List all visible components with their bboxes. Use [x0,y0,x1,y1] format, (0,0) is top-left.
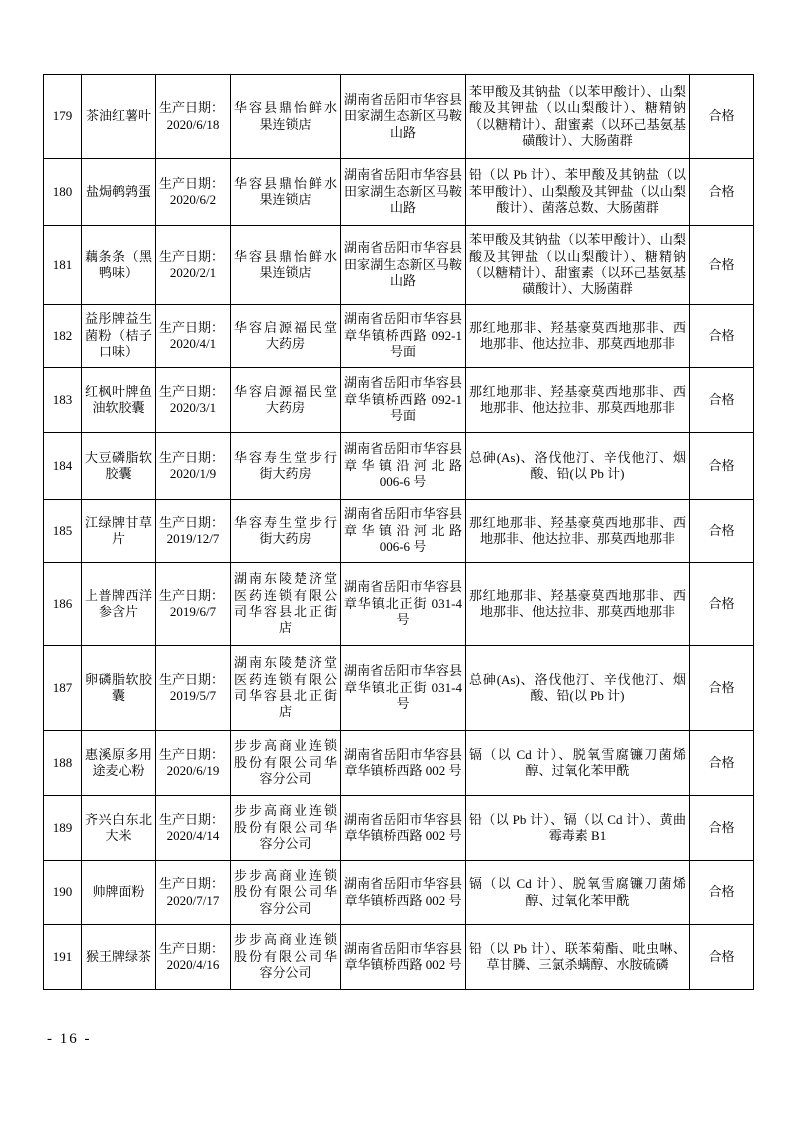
cell-production-date [156,563,231,646]
cell-result: 合格 [690,159,754,226]
cell-seller-name: 步步高商业连锁股份有限公司华容分公司 [231,731,341,796]
cell-test-items: 那红地那非、羟基豪莫西地那非、西地那非、他达拉非、那莫西地那非 [466,500,690,563]
cell-result: 合格 [690,500,754,563]
cell-sequence-number: 187 [44,646,82,731]
cell-seller-name: 湖南东陵楚济堂医药连锁有限公司华容县北正街店 [231,646,341,731]
cell-result: 合格 [690,563,754,646]
cell-seller-name: 华容县鼎怡鲜水果连锁店 [231,159,341,226]
production-date-value: 2020/4/14 [166,828,220,843]
production-date-label: 生产日期： [159,811,225,827]
table-row [44,159,754,226]
cell-test-items: 总砷(As)、洛伐他汀、辛伐他汀、烟酸、铅(以 Pb 计) [466,646,690,731]
cell-product-name: 上普牌西洋参含片 [82,563,156,646]
cell-product-name: 盐焗鹌鹑蛋 [82,159,156,226]
cell-sequence-number: 184 [44,433,82,500]
cell-seller-name: 湖南东陵楚济堂医药连锁有限公司华容县北正街店 [231,563,341,646]
production-date-value: 2020/1/9 [169,466,217,481]
cell-result: 合格 [690,646,754,731]
production-date-label: 生产日期： [159,100,225,116]
cell-sequence-number: 179 [44,75,82,159]
cell-production-date [156,159,231,226]
cell-seller-name: 步步高商业连锁股份有限公司华容分公司 [231,925,341,990]
cell-seller-address: 湖南省岳阳市华容县章华镇桥西路 092-1 号面 [341,305,466,368]
cell-sequence-number: 185 [44,500,82,563]
cell-test-items: 铅（以 Pb 计）、镉（以 Cd 计）、黄曲霉毒素 B1 [466,796,690,861]
cell-test-items: 铅（以 Pb 计）、苯甲酸及其钠盐（以苯甲酸计）、山梨酸及其钾盐（以山梨酸计）、菌落总数、大肠菌群 [466,159,690,226]
cell-test-items: 铅（以 Pb 计）、联苯菊酯、吡虫啉、草甘膦、三氯杀螨醇、水胺硫磷 [466,925,690,990]
cell-seller-name: 华容县鼎怡鲜水果连锁店 [231,226,341,305]
table-row [44,368,754,433]
production-date-value: 2020/6/19 [166,763,220,778]
cell-product-name: 红枫叶牌鱼油软胶囊 [82,368,156,433]
inspection-results-table [43,74,754,990]
table-row [44,305,754,368]
production-date-label: 生产日期： [159,746,225,762]
cell-seller-address: 湖南省岳阳市华容县章华镇沿河北路 006-6 号 [341,500,466,563]
cell-product-name: 大豆磷脂软胶囊 [82,433,156,500]
cell-sequence-number: 180 [44,159,82,226]
production-date-value: 2020/6/2 [169,192,217,207]
cell-result: 合格 [690,433,754,500]
cell-result: 合格 [690,226,754,305]
cell-test-items: 苯甲酸及其钠盐（以苯甲酸计）、山梨酸及其钾盐（以山梨酸计）、糖精钠（以糖精计）、甜蜜素（以环己基氨基磺酸计）、大肠菌群 [466,75,690,159]
table-row [44,796,754,861]
cell-result: 合格 [690,305,754,368]
cell-production-date [156,925,231,990]
cell-result: 合格 [690,861,754,925]
production-date-value: 2020/2/1 [169,265,217,280]
cell-sequence-number: 190 [44,861,82,925]
cell-test-items: 那红地那非、羟基豪莫西地那非、西地那非、他达拉非、那莫西地那非 [466,563,690,646]
production-date-label: 生产日期： [159,671,225,687]
production-date-label: 生产日期： [159,175,225,191]
production-date-label: 生产日期： [159,248,225,264]
cell-product-name: 茶油红薯叶 [82,75,156,159]
cell-seller-address: 湖南省岳阳市华容县田家湖生态新区马鞍山路 [341,159,466,226]
cell-test-items: 那红地那非、羟基豪莫西地那非、西地那非、他达拉非、那莫西地那非 [466,368,690,433]
cell-production-date [156,796,231,861]
production-date-value: 2019/12/7 [166,531,220,546]
cell-seller-name: 华容寿生堂步行街大药房 [231,433,341,500]
cell-product-name: 藕条条（黑鸭味） [82,226,156,305]
cell-product-name: 猴王牌绿茶 [82,925,156,990]
cell-product-name: 江绿牌甘草片 [82,500,156,563]
production-date-value: 2020/4/1 [169,336,217,351]
cell-test-items: 总砷(As)、洛伐他汀、辛伐他汀、烟酸、铅(以 Pb 计) [466,433,690,500]
cell-result: 合格 [690,731,754,796]
cell-sequence-number: 189 [44,796,82,861]
production-date-label: 生产日期： [159,514,225,530]
cell-seller-name: 华容寿生堂步行街大药房 [231,500,341,563]
cell-test-items: 苯甲酸及其钠盐（以苯甲酸计）、山梨酸及其钾盐（以山梨酸计）、糖精钠（以糖精计）、甜蜜素（以环己基氨基磺酸计）、大肠菌群 [466,226,690,305]
cell-seller-address: 湖南省岳阳市华容县章华镇桥西路 002 号 [341,731,466,796]
table-row [44,226,754,305]
cell-sequence-number: 183 [44,368,82,433]
table-row [44,731,754,796]
cell-seller-name: 步步高商业连锁股份有限公司华容分公司 [231,796,341,861]
production-date-value: 2020/3/1 [169,400,217,415]
production-date-label: 生产日期： [159,383,225,399]
production-date-value: 2020/4/16 [166,957,220,972]
cell-seller-address: 湖南省岳阳市华容县章华镇桥西路 002 号 [341,796,466,861]
production-date-value: 2020/7/17 [166,892,220,908]
cell-seller-address: 湖南省岳阳市华容县章华镇北正街 031-4 号 [341,646,466,731]
production-date-label: 生产日期： [159,876,225,892]
production-date-label: 生产日期： [159,319,225,335]
cell-sequence-number: 181 [44,226,82,305]
table-row [44,500,754,563]
cell-test-items: 镉（以 Cd 计）、脱氧雪腐镰刀菌烯醇、过氧化苯甲酰 [466,861,690,925]
production-date-value: 2020/6/18 [166,116,220,132]
cell-test-items: 那红地那非、羟基豪莫西地那非、西地那非、他达拉非、那莫西地那非 [466,305,690,368]
production-date-value: 2019/6/7 [169,604,217,619]
cell-seller-address: 湖南省岳阳市华容县章华镇桥西路 002 号 [341,861,466,925]
cell-sequence-number: 188 [44,731,82,796]
cell-sequence-number: 182 [44,305,82,368]
table-row [44,75,754,159]
cell-product-name: 齐兴白东北大米 [82,796,156,861]
cell-result: 合格 [690,796,754,861]
production-date-label: 生产日期： [159,449,225,465]
cell-seller-name: 华容启源福民堂大药房 [231,368,341,433]
table-row [44,433,754,500]
cell-production-date [156,500,231,563]
cell-seller-address: 湖南省岳阳市华容县章华镇沿河北路 006-6 号 [341,433,466,500]
cell-sequence-number: 186 [44,563,82,646]
production-date-label: 生产日期： [159,940,225,956]
cell-product-name: 惠溪原多用途麦心粉 [82,731,156,796]
cell-result: 合格 [690,75,754,159]
cell-production-date [156,305,231,368]
cell-production-date [156,226,231,305]
cell-production-date [156,368,231,433]
cell-product-name: 帅牌面粉 [82,861,156,925]
cell-seller-address: 湖南省岳阳市华容县章华镇桥西路 002 号 [341,925,466,990]
cell-production-date [156,75,231,159]
cell-seller-name: 华容县鼎怡鲜水果连锁店 [231,75,341,159]
cell-result: 合格 [690,368,754,433]
table-body [44,75,754,990]
table-row [44,563,754,646]
cell-seller-address: 湖南省岳阳市华容县章华镇桥西路 092-1 号面 [341,368,466,433]
table-row [44,646,754,731]
cell-test-items: 镉（以 Cd 计）、脱氧雪腐镰刀菌烯醇、过氧化苯甲酰 [466,731,690,796]
cell-product-name: 益彤牌益生菌粉（桔子口味） [82,305,156,368]
cell-product-name: 卵磷脂软胶囊 [82,646,156,731]
page-number: - 16 - [47,1031,92,1047]
cell-seller-address: 湖南省岳阳市华容县章华镇北正街 031-4 号 [341,563,466,646]
table-row [44,861,754,925]
cell-result: 合格 [690,925,754,990]
cell-production-date [156,731,231,796]
table-row [44,925,754,990]
cell-production-date [156,433,231,500]
production-date-label: 生产日期： [159,587,225,603]
cell-sequence-number: 191 [44,925,82,990]
cell-production-date [156,646,231,731]
cell-seller-name: 华容启源福民堂大药房 [231,305,341,368]
cell-production-date [156,861,231,925]
cell-seller-address: 湖南省岳阳市华容县田家湖生态新区马鞍山路 [341,75,466,159]
production-date-value: 2019/5/7 [169,688,217,703]
cell-seller-address: 湖南省岳阳市华容县田家湖生态新区马鞍山路 [341,226,466,305]
cell-seller-name: 步步高商业连锁股份有限公司华容分公司 [231,861,341,925]
